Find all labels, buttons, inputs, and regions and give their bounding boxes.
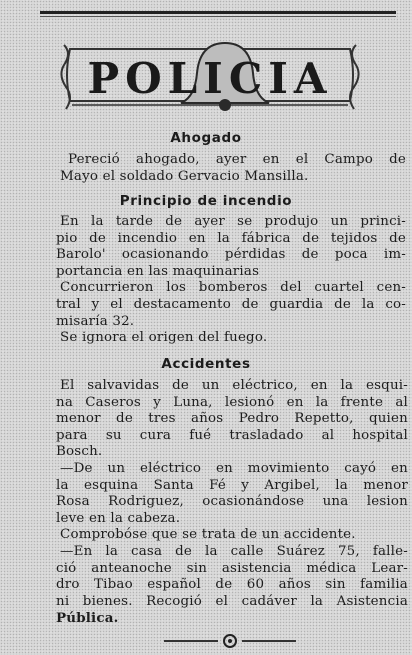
article-ahogado (60, 152, 406, 185)
article-line: portancia en las maquinarias (56, 263, 260, 279)
article-accidentes (56, 378, 408, 627)
article-line: pio de incendio en la fábrica de tejidos de (56, 230, 406, 246)
article-line: na Caseros y Luna, lesionó en la frente al (56, 394, 408, 410)
article-incendio (56, 214, 406, 347)
article-line: Barolo' ocasionando pérdidas de poca im- (56, 247, 406, 263)
article-line: —En la casa de la calle Suárez 75, falle- (60, 543, 408, 559)
banner-title: POLICIA (87, 54, 333, 103)
article-line: En la tarde de ayer se produjo un princi- (60, 214, 406, 229)
article-line: Se ignora el origen del fuego. (60, 330, 268, 346)
article-line: la esquina Santa Fé y Argibel, la menor (56, 477, 408, 493)
article-line: Pública. (56, 610, 119, 627)
article-line: Pereció ahogado, ayer en el Campo de (68, 152, 406, 167)
heading-accidentes: Accidentes (161, 356, 251, 372)
article-line: El salvavidas de un eléctrico, en la esqui- (60, 378, 408, 393)
article-line: menor de tres años Pedro Repetto, quien (56, 411, 408, 427)
article-line: Comprobóse que se trata de un accidente. (60, 527, 356, 543)
article-line: ció anteanoche sin asistencia médica Lear- (56, 560, 408, 576)
article-line: para su cura fué trasladado al hospital (56, 427, 408, 443)
top-rule (40, 11, 396, 14)
heading-incendio: Principio de incendio (119, 193, 293, 209)
policia-banner (60, 35, 360, 115)
policia-banner-art (60, 35, 360, 115)
article-line: tral y el destacamento de guardia de la co- (56, 296, 406, 312)
article-line: —De un eléctrico en movimiento cayó en (60, 460, 408, 476)
top-rule-thin (40, 16, 396, 17)
article-line: Bosch. (56, 444, 103, 460)
article-line: Rosa Rodriguez, ocasionándose una lesion (56, 494, 408, 510)
article-line: misaría 32. (56, 313, 135, 329)
article-line: ni bienes. Recogió el cadáver la Asistencia (56, 593, 408, 609)
end-flourish (160, 634, 300, 648)
article-line: leve en la cabeza. (56, 510, 181, 526)
article-line: Mayo el soldado Gervacio Mansilla. (60, 168, 309, 184)
heading-ahogado: Ahogado (170, 130, 242, 146)
article-line: dro Tibao español de 60 años sin familia (56, 577, 408, 593)
article-line: Concurrieron los bomberos del cuartel cen- (60, 280, 406, 296)
